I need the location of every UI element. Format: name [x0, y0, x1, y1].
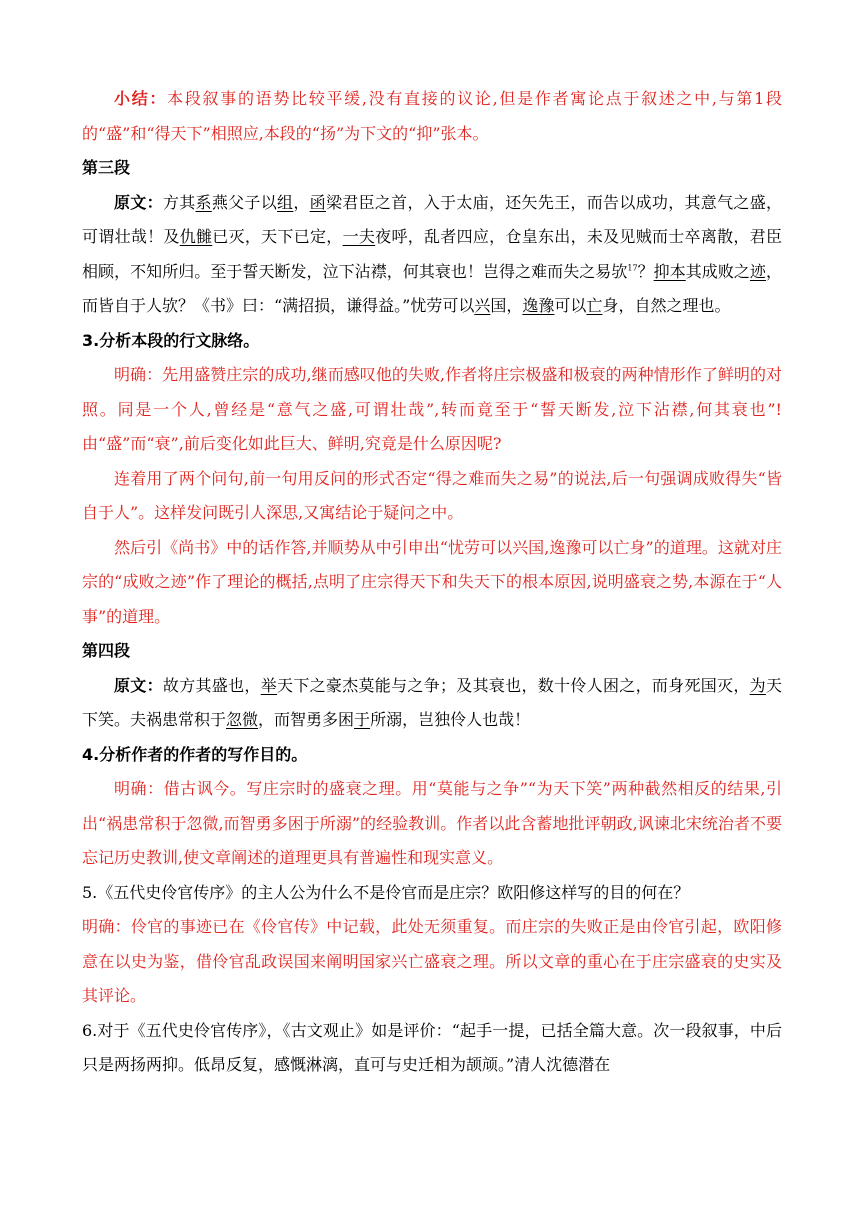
section3-original-paragraph [82, 186, 782, 324]
original-text: ，而皆自于人欤？《书》曰：“满招损，谦得益。”忧劳可以 [82, 261, 782, 315]
annotated-word: 于 [354, 710, 371, 729]
original-text: 国， [490, 296, 523, 315]
question-3: 3.分析本段的行文脉络。 [82, 330, 260, 350]
annotated-word: 系 [195, 192, 212, 212]
annotated-word: 仇雠 [179, 227, 213, 246]
answer-3-part1: 明确：先用盛赞庄宗的成功,继而感叹他的失败,作者将庄宗极盛和极衰的两种情形作了鲜明的对照。同是一个人,曾经是“意气之盛,可谓壮哉”,转而竟至于“誓天断发,泣下沾襟,何其衰也”!由“盛”而“衰”,前后变化如此巨大、鲜明,究竟是什么原因呢? [82, 365, 782, 453]
annotated-word: 函 [309, 192, 326, 212]
annotated-word: 亡 [586, 296, 603, 315]
original-text: ， [293, 192, 310, 212]
section3-heading: 第三段 [82, 158, 131, 177]
original-text: 故方其盛也， [162, 675, 261, 695]
original-text: 身，自然之理也。 [602, 296, 731, 315]
annotated-word: 忽微 [226, 710, 259, 729]
original-text: 夜呼，乱者四应，仓皇东出，未及见贼而士卒离散，君臣相顾，不知所归。至于誓天断发，泣下沾襟，何其衰也！岂得之难而失之易欤 [82, 227, 782, 281]
summary-label: 小结： [114, 89, 168, 108]
annotated-word: 迹 [749, 261, 766, 281]
original-text: 可以 [554, 296, 587, 315]
original-text: ？ [637, 261, 654, 281]
original-text: ，而智勇多困 [258, 710, 355, 729]
annotated-word: 举 [260, 675, 278, 695]
original-label: 原文： [114, 675, 163, 695]
summary-text: 本段叙事的语势比较平缓,没有直接的议论,但是作者寓论点于叙述之中,与第1段的“盛”和“得天下”相照应,本段的“扬”为下文的“抑”张本。 [82, 89, 782, 143]
original-text: 燕父子以 [211, 192, 278, 212]
annotated-word: 为 [749, 675, 766, 695]
question-5: 5.《五代史伶官传序》的主人公为什么不是伶官而是庄宗？欧阳修这样写的目的何在？ [82, 882, 690, 902]
original-text: 其成败之 [685, 261, 750, 281]
original-text: 天下笑。夫祸患常积于 [82, 675, 782, 729]
footnote-marker: 17 [627, 263, 638, 273]
question-6: 6.对于《五代史伶官传序》，《古文观止》如是评价：“起手一提，已括全篇大意。次一段叙事，中后只是两扬两抑。低昂反复，感慨淋漓，直可与史迁相为颉颃。”清人沈德潜在 [82, 1020, 782, 1074]
original-label: 原文： [114, 192, 163, 212]
answer-3-part3: 然后引《尚书》中的话作答,并顺势从中引申出“忧劳可以兴国,逸豫可以亡身”的道理。这就对庄宗的“成败之迹”作了理论的概括,点明了庄宗得天下和失天下的根本原因,说明盛衰之势,本源在于“人事”的道理。 [82, 537, 782, 626]
original-text: 已灭，天下已定， [212, 227, 343, 246]
original-text: 天下之豪杰莫能与之争；及其衰也，数十伶人困之，而身死国灭， [277, 675, 750, 695]
annotated-word: 一夫 [342, 227, 376, 246]
annotated-word: 逸豫 [522, 296, 555, 315]
answer-4: 明确：借古讽今。写庄宗时的盛衰之理。用“莫能与之争”“为天下笑”两种截然相反的结果,引出“祸患常积于忽微,而智勇多困于所溺”的经验教训。作者以此含蓄地批评朝政,讽谏北宋统治者不要忘记历史教训,使文章阐述的道理更具有普遍性和现实意义。 [82, 779, 782, 867]
document-body [82, 82, 782, 1083]
answer-3-part2: 连着用了两个问句,前一句用反问的形式否定“得之难而失之易”的说法,后一句强调成败得失“皆自于人”。这样发问既引人深思,又寓结论于疑问之中。 [82, 468, 782, 522]
summary-paragraph [82, 82, 782, 151]
original-text: 方其 [162, 192, 196, 212]
answer-5: 明确：伶官的事迹已在《伶官传》中记载，此处无须重复。而庄宗的失败正是由伶官引起，欧阳修意在以史为鉴，借伶官乱政误国来阐明国家兴亡盛衰之理。所以文章的重心在于庄宗盛衰的史实及其评论。 [82, 917, 782, 1005]
original-text: 梁君臣之首，入于太庙，还矢先王，而告以成功，其意气之盛，可谓壮哉！及 [82, 192, 782, 246]
section4-heading: 第四段 [82, 641, 131, 660]
question-4: 4.分析作者的作者的写作目的。 [82, 744, 308, 764]
original-text: 所溺，岂独伶人也哉！ [370, 710, 531, 729]
annotated-word: 组 [277, 192, 294, 212]
annotated-word: 兴 [474, 296, 491, 315]
annotated-word: 抑本 [653, 261, 686, 281]
section4-original-paragraph [82, 669, 782, 738]
